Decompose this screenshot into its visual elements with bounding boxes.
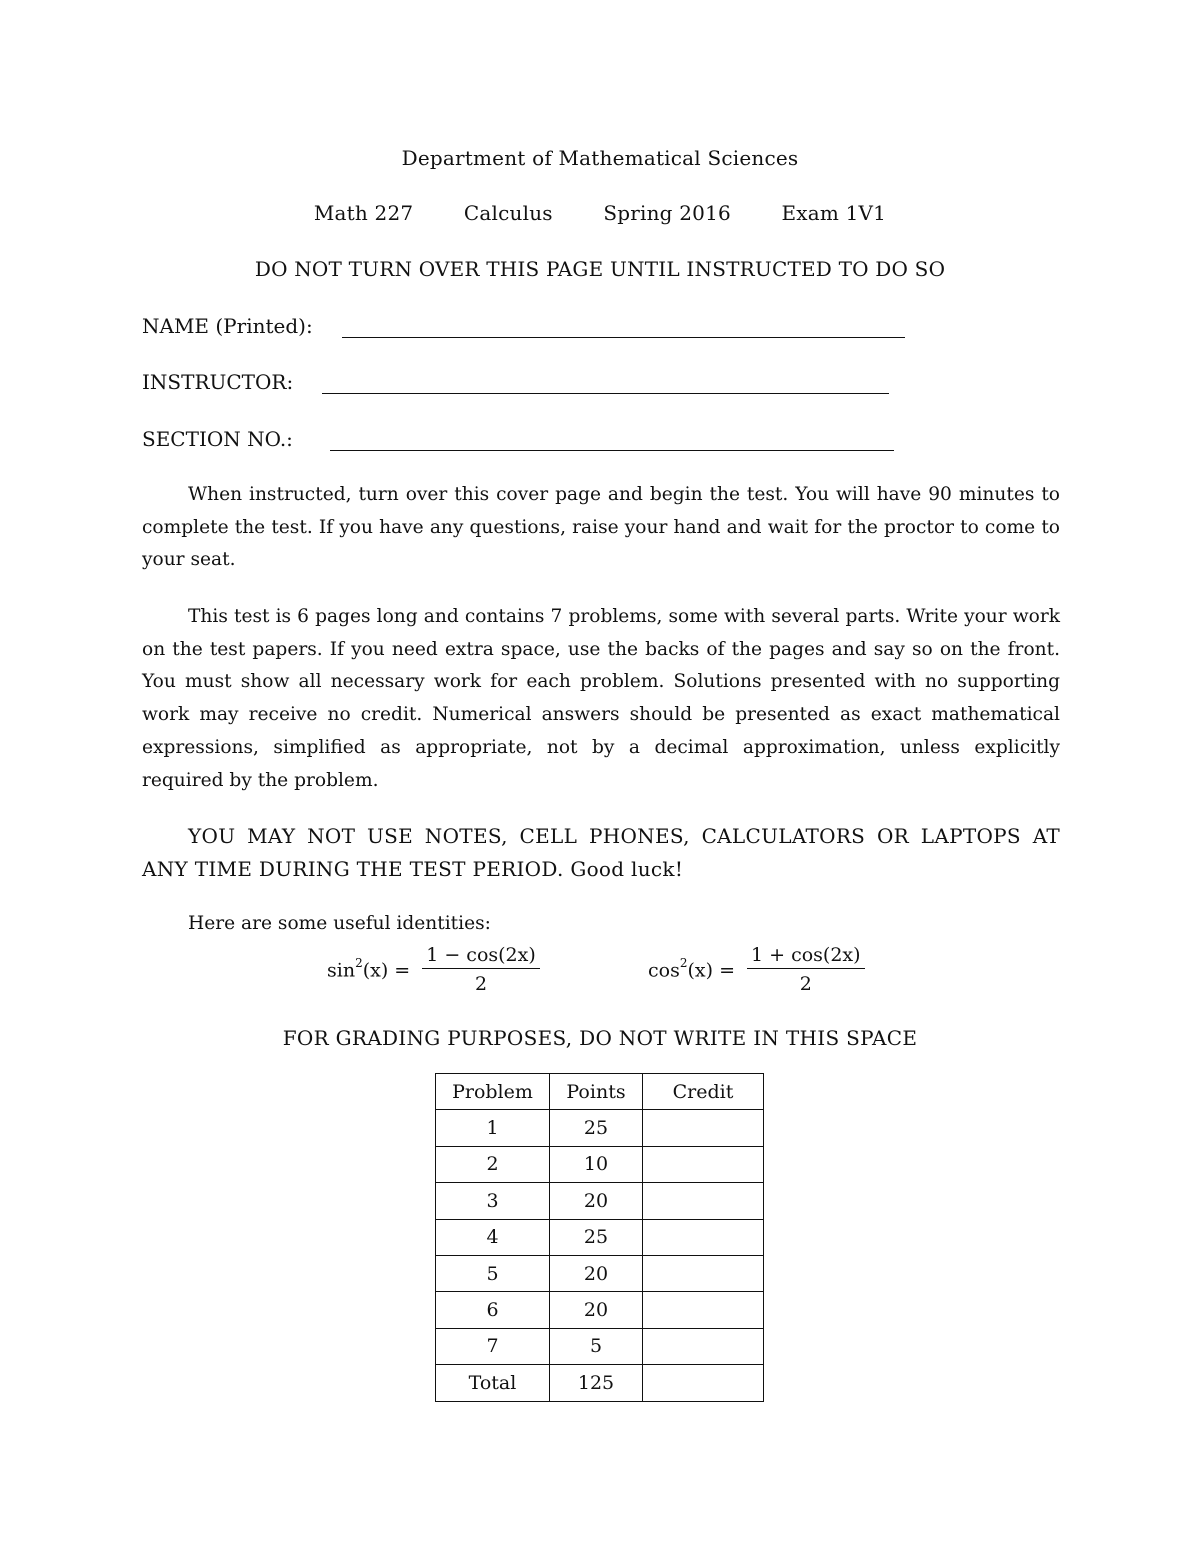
table-row — [436, 1146, 764, 1182]
total-label-cell: Total — [436, 1365, 550, 1401]
header-credit: Credit — [643, 1074, 764, 1110]
problem-cell: 3 — [436, 1183, 550, 1219]
credit-cell[interactable] — [643, 1110, 764, 1146]
credit-cell[interactable] — [643, 1146, 764, 1182]
sin-identity-fraction — [422, 944, 540, 995]
cos-arg: (x) = — [687, 959, 735, 982]
cos-denominator: 2 — [799, 973, 812, 995]
table-row — [436, 1292, 764, 1328]
points-cell: 5 — [550, 1328, 643, 1364]
credit-cell[interactable] — [643, 1255, 764, 1291]
course-title: Calculus — [463, 201, 553, 225]
instructor-label: INSTRUCTOR: — [142, 370, 294, 394]
credit-cell[interactable] — [643, 1219, 764, 1255]
points-cell: 20 — [550, 1292, 643, 1328]
credit-cell[interactable] — [643, 1292, 764, 1328]
instructions-paragraph-2 — [142, 601, 1060, 797]
points-cell: 25 — [550, 1110, 643, 1146]
header-points: Points — [550, 1074, 643, 1110]
cos-identity-fraction — [747, 944, 865, 995]
name-label: NAME (Printed): — [142, 314, 313, 338]
sin-identity-lhs — [327, 955, 411, 982]
name-blank[interactable] — [342, 337, 905, 338]
header-problem: Problem — [436, 1074, 550, 1110]
sin-denominator: 2 — [474, 973, 488, 995]
instructions-text-1: When instructed, turn over this cover page and begin the test. You will have 90 minutes to complete the test. If you have any questions, raise your hand and wait for the proctor to come to your seat. — [142, 484, 1060, 571]
points-cell: 20 — [550, 1183, 643, 1219]
department-heading: Department of Mathematical Sciences — [401, 146, 799, 170]
warning-text: YOU MAY NOT USE NOTES, CELL PHONES, CALCULATORS OR LAPTOPS AT ANY TIME DURING THE TEST PERIOD. — [142, 824, 1060, 881]
total-credit-cell[interactable] — [643, 1365, 764, 1401]
name-field — [142, 314, 313, 338]
cos-func: cos — [648, 959, 680, 982]
total-points-cell: 125 — [550, 1365, 643, 1401]
section-blank[interactable] — [330, 450, 894, 451]
sin-exponent: 2 — [355, 955, 363, 970]
instructions-paragraph-1 — [142, 479, 1060, 577]
total-row — [436, 1365, 764, 1401]
sin-squared-identity — [327, 944, 540, 995]
cos-exponent: 2 — [679, 955, 688, 970]
course-line — [0, 201, 1200, 225]
problem-cell: 2 — [436, 1146, 550, 1182]
table-row — [436, 1328, 764, 1364]
problem-cell: 5 — [436, 1255, 550, 1291]
course-term: Spring 2016 — [603, 201, 731, 225]
instructor-field — [142, 370, 293, 394]
instructor-blank[interactable] — [322, 393, 889, 394]
problem-cell: 4 — [436, 1219, 550, 1255]
table-row — [436, 1183, 764, 1219]
sin-numerator: 1 − cos(2x) — [422, 944, 540, 969]
problem-cell: 1 — [436, 1110, 550, 1146]
problem-cell: 7 — [436, 1328, 550, 1364]
section-field — [142, 427, 293, 451]
problem-cell: 6 — [436, 1292, 550, 1328]
course-number: Math 227 — [313, 201, 414, 225]
sin-func: sin — [327, 959, 356, 982]
grading-table — [435, 1073, 764, 1402]
table-row — [436, 1110, 764, 1146]
exam-version: Exam 1V1 — [781, 201, 887, 225]
points-cell: 20 — [550, 1255, 643, 1291]
points-cell: 10 — [550, 1146, 643, 1182]
instructions-text-2: This test is 6 pages long and contains 7 problems, some with several parts. Write your work on the test papers. If you need extra space, use the backs of the pages and say so on the front. You must show all necessary work for each problem. Solutions presented with no supporting work may receive no credit. Numerical answers should be presented as exact mathematical expressions, simplified as appropriate, not by a decimal approximation, unless explicitly required by the problem. — [142, 606, 1060, 791]
do-not-turn-notice: DO NOT TURN OVER THIS PAGE UNTIL INSTRUCTED TO DO SO — [254, 257, 946, 281]
table-row — [436, 1255, 764, 1291]
table-row — [436, 1219, 764, 1255]
points-cell: 25 — [550, 1219, 643, 1255]
warning-paragraph — [142, 820, 1060, 886]
grading-header-row — [436, 1074, 764, 1110]
cos-identity-lhs — [648, 955, 735, 982]
section-label: SECTION NO.: — [142, 427, 293, 451]
cos-squared-identity — [648, 944, 865, 995]
grading-title: FOR GRADING PURPOSES, DO NOT WRITE IN THIS SPACE — [282, 1026, 918, 1050]
sin-arg: (x) = — [362, 959, 411, 982]
credit-cell[interactable] — [643, 1183, 764, 1219]
cos-numerator: 1 + cos(2x) — [747, 944, 865, 969]
good-luck-text: Good luck! — [570, 857, 684, 881]
identities-intro: Here are some useful identities: — [188, 913, 491, 934]
credit-cell[interactable] — [643, 1328, 764, 1364]
